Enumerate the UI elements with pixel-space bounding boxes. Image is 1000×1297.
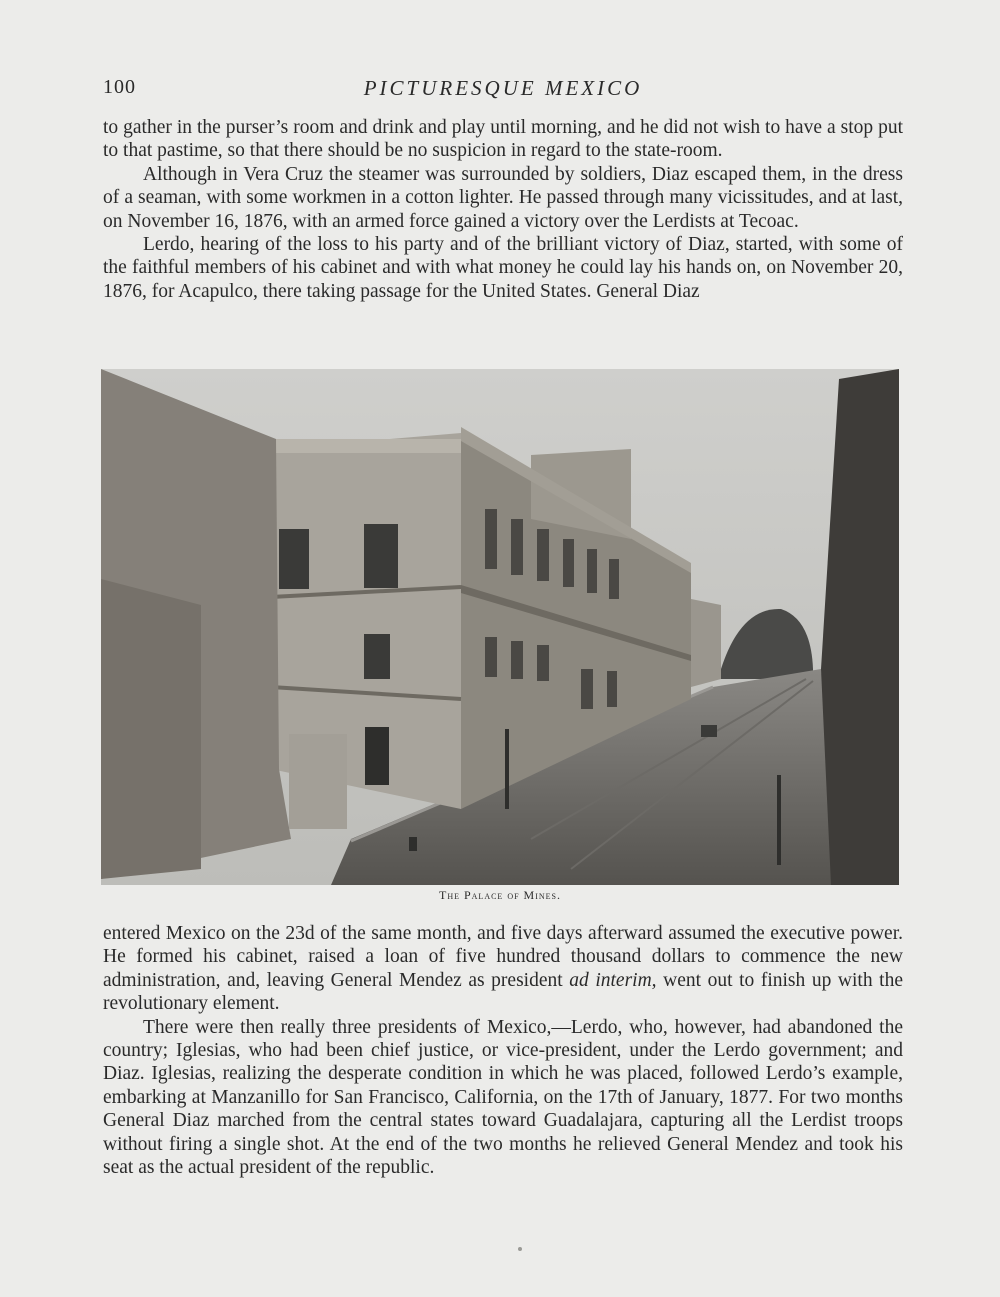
text-block-top (103, 116, 903, 303)
page-header (103, 76, 903, 104)
paragraph-vera-cruz: Although in Vera Cruz the steamer was surrounded by soldiers, Diaz escaped them, in the dress of a seaman, with some workmen in a cotton lighter. He passed through many vicissitudes, and at last, on November 16, 1876, with an armed force gained a victory over the Lerdists at Tecoac. (103, 163, 903, 232)
ink-speck (518, 1247, 522, 1251)
text-block-bottom (103, 922, 903, 1179)
figure-caption: The Palace of Mines. (438, 888, 561, 902)
page-number: 100 (103, 76, 136, 98)
paragraph-lerdo: Lerdo, hearing of the loss to his party and of the brilliant victory of Diaz, started, with some of the faithful members of his cabinet and with what money he could lay his hands on, on November 20, 1876, for Acapulco, there taking passage for the United States. General Diaz (103, 234, 903, 302)
paragraph-text: entered Mexico on the 23d of the same month, and five days afterward assumed the executive power. He formed his cabinet, raised a loan of five hundred thousand dollars to commence the new administration, and, leaving General Mendez as president (103, 923, 903, 991)
paragraph-three-presidents: There were then really three presidents of Mexico,—Lerdo, who, however, had abandoned the country; Iglesias, who had been chief justice, or vice-president, under the Lerdo government; and Diaz. Iglesias, realizing the desperate condition in which he was placed, followed Lerdo’s example, embarking at Manzanillo for San Francisco, California, on the 17th of January, 1877. For two months General Diaz marched from the central states toward Guadalajara, capturing all the Lerdist troops without firing a single shot. At the end of the two months he relieved General Mendez and took his seat as the actual president of the republic. (103, 1016, 903, 1179)
photo-palace-of-mines (101, 369, 899, 885)
paragraph-text: went out to finish up with the revolutionary element. (103, 969, 903, 1015)
italic-phrase: ad interim, (569, 969, 657, 991)
paragraph-continued: to gather in the purser’s room and drink and play until morning, and he did not wish to have a stop put to that pastime, so that there should be no suspicion in regard to the state-room. (103, 117, 903, 162)
running-title: PICTURESQUE MEXICO (363, 76, 643, 100)
paragraph-entered-mexico (103, 922, 903, 1016)
photo-illustration (101, 369, 899, 885)
